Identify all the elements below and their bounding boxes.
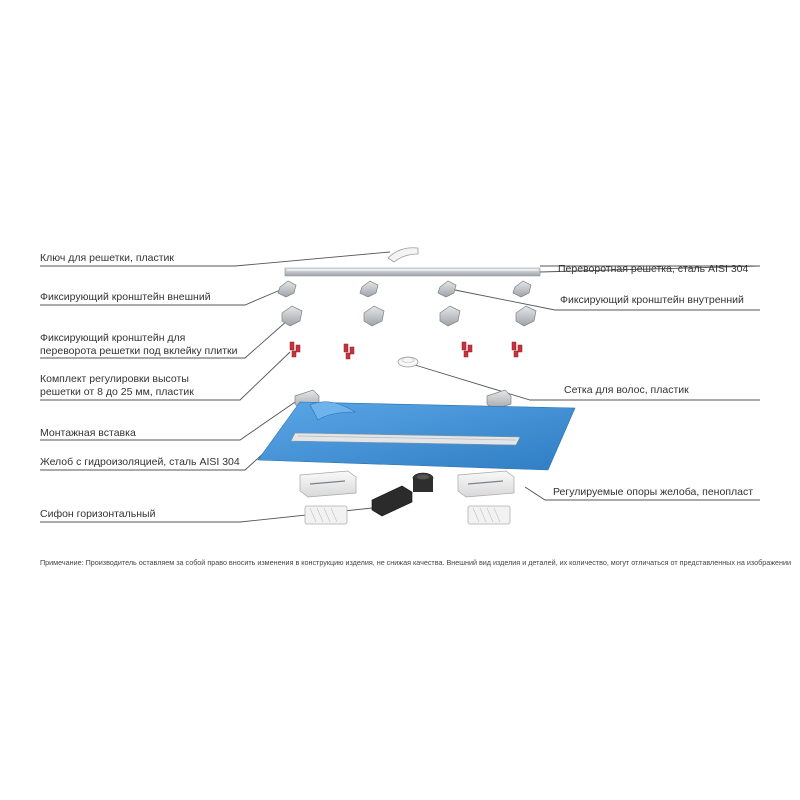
label-internal-bracket: Фиксирующий кронштейн внутренний	[560, 294, 744, 306]
grate-key	[388, 248, 418, 262]
label-siphon: Сифон горизонтальный	[40, 508, 156, 520]
label-height-kit-line1: Комплект регулировки высоты	[40, 373, 189, 385]
disclaimer-note: Примечание: Производитель оставляем за собой право вносить изменения в конструкцию изделия, не снижая качества. Внешний вид изделия и деталей, их количество, могут отличаться от представленных на изображении	[40, 558, 792, 567]
flip-grate	[285, 268, 540, 276]
label-hair-strainer: Сетка для волос, пластик	[564, 384, 689, 396]
label-flip-bracket-line2: переворота решетки под вклейку плитки	[40, 345, 238, 357]
label-mounting-insert: Монтажная вставка	[40, 427, 136, 439]
height-adjusters	[290, 342, 522, 359]
label-external-bracket: Фиксирующий кронштейн внешний	[40, 291, 211, 303]
channel-with-membrane	[258, 402, 575, 470]
label-height-kit-line2: решетки от 8 до 25 мм, пластик	[40, 386, 194, 398]
label-flip-grate: Переворотная решетка, сталь AISI 304	[558, 263, 749, 275]
siphon	[372, 473, 433, 516]
label-supports: Регулируемые опоры желоба, пенопласт	[553, 486, 754, 498]
flip-brackets	[282, 306, 536, 326]
label-channel: Желоб с гидроизоляцией, сталь AISI 304	[40, 456, 240, 468]
label-key: Ключ для решетки, пластик	[40, 252, 174, 264]
external-brackets	[278, 281, 531, 297]
label-flip-bracket-line1: Фиксирующий кронштейн для	[40, 332, 186, 344]
hair-strainer	[398, 357, 418, 367]
